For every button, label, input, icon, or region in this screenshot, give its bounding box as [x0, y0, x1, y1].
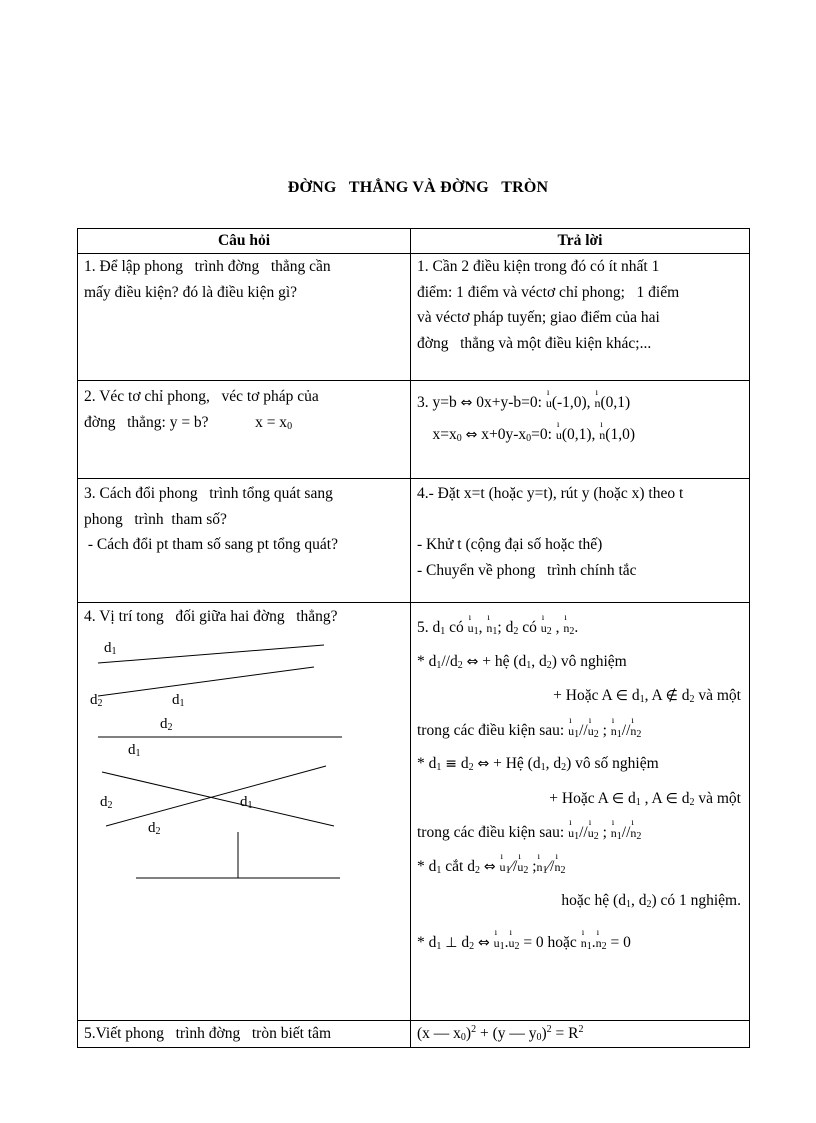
- equivalence-icon: ⇔: [466, 653, 479, 670]
- question-cell: [78, 254, 411, 381]
- answer-line: và véctơ pháp tuyến; giao điểm của hai: [417, 309, 660, 326]
- question-line: 3. Cách đổi phong trình tổng quát sang: [84, 485, 333, 502]
- line-d2-intersect: [106, 766, 326, 826]
- label-d1: $d_1$: [128, 741, 141, 759]
- answer-line: - Khử t (cộng đại số hoặc thế): [417, 536, 603, 553]
- answer-text: (0,1): [600, 394, 631, 411]
- question-line: 4. Vị trí tong đối giữa hai đờng thẳng?: [84, 608, 338, 625]
- question-cell: [78, 381, 411, 479]
- answer-text: (-1,0),: [551, 394, 591, 411]
- answer-text: x+0y-x: [481, 426, 527, 443]
- element-of-icon: ∈: [615, 688, 628, 704]
- answer-line: * $d_1//d_2$ ⇔ + hệ ($d_1$, $d_2$) vô nghiệm: [417, 652, 627, 671]
- answer-text: (0,1),: [561, 426, 596, 443]
- question-cell: [78, 479, 411, 603]
- label-d2: $d_2$: [100, 793, 113, 811]
- answer-cell: [411, 254, 750, 381]
- answer-cell: [411, 1021, 750, 1048]
- answer-text: =0:: [531, 426, 552, 443]
- answer-line: 1. Cần 2 điều kiện trong đó có ít nhất 1: [417, 258, 660, 275]
- answer-line: đờng thẳng và một điều kiện khác;...: [417, 334, 652, 352]
- vector-u-icon: ı u: [494, 937, 500, 949]
- answer-line: điểm: 1 điểm và véctơ chỉ phong; 1 điểm: [417, 283, 680, 301]
- header-answer: Trả lời: [411, 229, 750, 254]
- vector-u-icon: ı u: [508, 937, 514, 949]
- question-line: đờng thẳng: y = b? $x = x_0$: [84, 413, 293, 432]
- not-element-of-icon: ∉: [665, 688, 678, 704]
- vector-n-icon: ı n: [630, 827, 636, 839]
- vector-u-icon: ı u: [499, 861, 505, 873]
- table-row: [78, 603, 750, 1021]
- answer-text: 0x+y-b=0:: [476, 394, 542, 411]
- vector-u-icon: ı u: [588, 725, 594, 737]
- label-d2: $d_2$: [90, 691, 103, 709]
- question-line: 5.Viết phong trình đờng tròn biết tâm: [84, 1025, 332, 1042]
- vector-u-icon: ı u: [556, 429, 562, 441]
- answer-line: 4.- Đặt x=t (hoặc y=t), rút y (hoặc x) theo t: [417, 485, 684, 502]
- answer-line: - Chuyển về phong trình chính tắc: [417, 561, 637, 579]
- equivalence-icon: ⇔: [460, 395, 473, 411]
- vector-n-icon: ı n: [581, 937, 587, 949]
- answer-line: + Hoặc A ∈ $d_1$ , A ∈ $d_2$ và một: [549, 789, 741, 808]
- answer-line: trong các điều kiện sau: ı $u_1//ı$ $u_2$ ; ı $n_1//ı$ $n_2$: [417, 714, 743, 748]
- label-d1: $d_1$: [104, 639, 117, 657]
- vector-u-icon: ı u: [568, 725, 574, 737]
- vector-n-icon: ı n: [611, 725, 617, 737]
- lines-diagram: [84, 630, 404, 910]
- answer-cell: [411, 381, 750, 479]
- vector-n-icon: ı n: [554, 861, 560, 873]
- element-of-icon: ∈: [611, 790, 625, 807]
- answer-line: $x=x_0$ ⇔ $x+0y-x_0=0$: ı u(0,1), ı n(1,0): [417, 419, 743, 451]
- question-line: 1. Để lập phong trình đờng thẳng cần: [84, 258, 331, 275]
- question-extra: x = x: [255, 413, 288, 431]
- answer-line: * $d_1$ cắt $d_2$ ⇔ ı $u_1⁄/ı$ $u_2$ ;ı $n_1⁄/ı$ $n_2$: [417, 850, 743, 885]
- answer-line: (x — $x_0)^2 + (y$ — $y_0)^2 = R^2$: [417, 1024, 584, 1043]
- line-d1-parallel: [98, 645, 324, 663]
- perpendicular-icon: ⊥: [445, 934, 458, 951]
- vector-u-icon: ı u: [541, 622, 547, 634]
- question-text: đờng thẳng: y = b?: [84, 413, 209, 431]
- question-line: mấy điều kiện? đó là điều kiện gì?: [84, 283, 298, 301]
- answer-line: hoặc hệ ($d_1$, $d_2$) có 1 nghiệm.: [561, 892, 741, 910]
- header-question: Câu hỏi: [78, 229, 411, 254]
- answer-cell: [411, 603, 750, 1021]
- table-row: [78, 381, 750, 479]
- table-header-row: [78, 229, 750, 254]
- relative-position-diagram: [84, 630, 404, 910]
- answer-text: (1,0): [605, 426, 635, 443]
- table-row: [78, 479, 750, 603]
- question-cell: [78, 1021, 411, 1048]
- vector-n-icon: ı n: [537, 861, 543, 873]
- question-line: 2. Véc tơ chỉ phong, véc tơ pháp của: [84, 388, 319, 405]
- line-d2-parallel: [98, 667, 314, 696]
- label-d2: $d_2$: [160, 715, 173, 733]
- question-line: - Cách đổi pt tham số sang pt tổng quát?: [84, 536, 338, 553]
- vector-n-icon: ı n: [563, 622, 569, 634]
- answer-line: * $d_1 \equiv d_2$ ⇔ + Hệ ($d_1$, $d_2$) vô số nghiệm: [417, 755, 659, 773]
- vector-u-icon: ı u: [588, 827, 594, 839]
- page-title: ĐỜNG THẲNG VÀ ĐỜNG TRÒN: [287, 179, 549, 196]
- vector-u-icon: ı u: [568, 827, 574, 839]
- vector-n-icon: ı n: [599, 429, 605, 441]
- identical-icon: ≡: [445, 756, 457, 772]
- vector-n-icon: ı n: [596, 937, 602, 949]
- vector-n-icon: ı n: [611, 827, 617, 839]
- table-row: [78, 254, 750, 381]
- answer-line: trong các điều kiện sau: ı $u_1//ı$ $u_2$ ; ı $n_1//ı$ $n_2$: [417, 816, 743, 850]
- answer-text: x=x: [432, 426, 457, 443]
- vector-n-icon: ı n: [594, 397, 600, 409]
- label-d1: $d_1$: [240, 793, 253, 811]
- answer-line: * $d_1$ ⊥ $d_2$ ⇔ ı $u_1.ı$ $u_2 = 0$ hoặc ı $n_1.ı$ $n_2 = 0$: [417, 926, 743, 961]
- equivalence-icon: ⇔: [477, 934, 490, 951]
- label-d1: $d_1$: [172, 691, 185, 709]
- answer-cell: [411, 479, 750, 603]
- vector-n-icon: ı n: [486, 622, 492, 634]
- question-line: phong trình tham số?: [84, 510, 227, 528]
- label-d2: $d_2$: [148, 819, 161, 837]
- table-row: [78, 1021, 750, 1048]
- question-cell: [78, 603, 411, 1021]
- element-of-icon: ∈: [665, 790, 678, 807]
- equivalence-icon: ⇔: [477, 756, 490, 772]
- answer-line: [417, 507, 743, 533]
- answer-line: 5. $d_1$ có ı $u_1$, ı $n_1$; $d_2$ có ı $u_2$ , ı $n_2$.: [417, 611, 743, 645]
- vector-u-icon: ı u: [468, 622, 474, 634]
- vector-n-icon: ı n: [630, 725, 636, 737]
- answer-text: 3. y=b: [417, 394, 457, 411]
- answer-line: + Hoặc A ∈ $d_1$, A ∉ $d_2$ và một: [553, 687, 741, 705]
- vector-u-icon: ı u: [546, 397, 552, 409]
- vector-u-icon: ı u: [517, 861, 523, 873]
- equivalence-icon: ⇔: [483, 858, 496, 875]
- answer-line: [417, 387, 743, 419]
- qa-table: [77, 228, 750, 1048]
- equivalence-icon: ⇔: [465, 427, 478, 443]
